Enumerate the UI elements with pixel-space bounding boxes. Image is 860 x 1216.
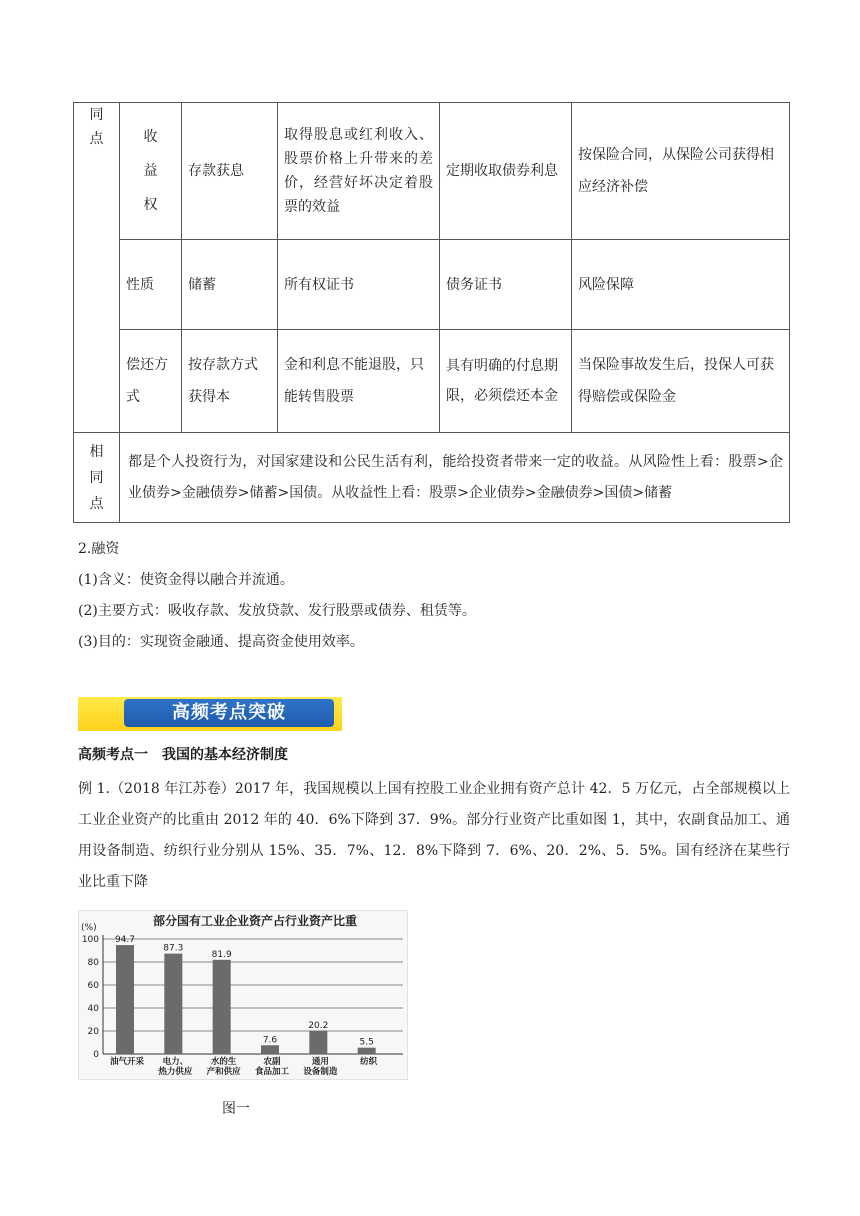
table-cell: 风险保障 xyxy=(572,240,790,330)
bar-value-label: 20.2 xyxy=(308,1020,329,1031)
bar-value-label: 7.6 xyxy=(262,1035,278,1046)
financing-item: (2)主要方式：吸收存款、发放贷款、发行股票或债券、租赁等。 xyxy=(78,603,476,619)
table-cell: 存款获息 xyxy=(182,103,278,240)
table-row xyxy=(74,330,790,433)
y-tick-label: 20 xyxy=(87,1027,99,1037)
x-tick-label: 水的生 xyxy=(210,1057,237,1067)
chart-bar xyxy=(358,1048,376,1054)
x-tick-label: 设备制造 xyxy=(303,1067,338,1077)
bar-value-label: 94.7 xyxy=(114,935,136,946)
same-label: 相同点 xyxy=(89,443,104,512)
comparison-table xyxy=(73,102,790,523)
table-cell: 所有权证书 xyxy=(278,240,440,330)
table-cell: 按存款方式获得本 xyxy=(182,330,278,433)
y-tick-label: 40 xyxy=(87,1004,99,1014)
x-tick-label: 电力、 xyxy=(162,1057,189,1067)
example-text: 例 1.（2018 年江苏卷）2017 年，我国规模以上国有控股工业企业拥有资产总计 42．5 万亿元，占全部规模以上工业企业资产的比重由 2012 年的 40．6%下降到 37．9%。部分行业资产比重如图 1，其中，农副食品加工、通用设备制造、纺织行业分别从 15%、35．7%、12．8%下降到 7．6%、20．2%、5．5%。国有经济在某些行业比重下降 xyxy=(78,781,790,890)
diff-label: 同点 xyxy=(89,107,104,147)
row-label-cell: 偿还方式 xyxy=(120,330,182,433)
chart-bar xyxy=(213,960,231,1054)
bar-value-label: 81.9 xyxy=(211,949,232,960)
financing-item: (1)含义：使资金得以融合并流通。 xyxy=(78,572,294,588)
banner-label: 高频考点突破 xyxy=(124,699,334,727)
chart-title: 部分国有工业企业资产占行业资产比重 xyxy=(152,914,358,928)
x-tick-label: 纺织 xyxy=(360,1057,378,1067)
table-cell: 定期收取债券利息 xyxy=(440,103,572,240)
same-text-cell: 都是个人投资行为，对国家建设和公民生活有利，能给投资者带来一定的收益。从风险性上看：股票>企业债券>金融债券>储蓄>国债。从收益性上看：股票>企业债券>金融债券>国债>储蓄 xyxy=(120,433,790,523)
same-label-cell xyxy=(74,433,120,523)
chart-bar xyxy=(309,1031,327,1054)
table-cell: 取得股息或红利收入、股票价格上升带来的差价，经营好坏决定着股票的效益 xyxy=(278,103,440,240)
y-axis-label: (%) xyxy=(81,923,97,933)
section-title: 高频考点一 我国的基本经济制度 xyxy=(78,747,288,763)
y-tick-label: 0 xyxy=(93,1050,99,1060)
table-row xyxy=(74,433,790,523)
section-banner xyxy=(78,697,342,731)
chart-bar xyxy=(261,1045,279,1054)
row-label-cell: 性质 xyxy=(120,240,182,330)
y-tick-label: 100 xyxy=(81,935,99,945)
diff-label-cell xyxy=(74,103,120,433)
chart-bar xyxy=(116,945,134,1054)
financing-item: (3)目的：实现资金融通、提高资金使用效率。 xyxy=(78,634,364,650)
x-tick-label: 油气开采 xyxy=(109,1057,145,1067)
x-tick-label: 食品加工 xyxy=(254,1067,290,1077)
bar-value-label: 5.5 xyxy=(359,1037,374,1048)
y-tick-label: 60 xyxy=(87,981,99,991)
x-tick-label: 农副 xyxy=(263,1057,281,1067)
x-tick-label: 热力供应 xyxy=(158,1067,193,1077)
table-cell: 当保险事故发生后，投保人可获得赔偿或保险金 xyxy=(572,330,790,433)
x-tick-label: 通用 xyxy=(311,1057,329,1067)
bar-chart xyxy=(79,911,407,1079)
bar-value-label: 87.3 xyxy=(163,943,184,954)
table-cell: 具有明确的付息期限，必须偿还本金 xyxy=(440,330,572,433)
table-row xyxy=(74,240,790,330)
y-tick-label: 80 xyxy=(87,958,99,968)
table-cell: 按保险合同，从保险公司获得相应经济补偿 xyxy=(572,103,790,240)
table-cell: 金和利息不能退股，只能转售股票 xyxy=(278,330,440,433)
table-row xyxy=(74,103,790,240)
x-tick-label: 产和供应 xyxy=(206,1067,241,1077)
row-label-cell xyxy=(120,103,182,240)
chart-bar xyxy=(164,954,182,1054)
figure-caption: 图一 xyxy=(222,1101,250,1117)
chart-container xyxy=(78,910,408,1080)
table-cell: 储蓄 xyxy=(182,240,278,330)
table-cell: 债务证书 xyxy=(440,240,572,330)
financing-heading: 2.融资 xyxy=(78,541,120,557)
row-label: 收益权 xyxy=(143,129,158,213)
